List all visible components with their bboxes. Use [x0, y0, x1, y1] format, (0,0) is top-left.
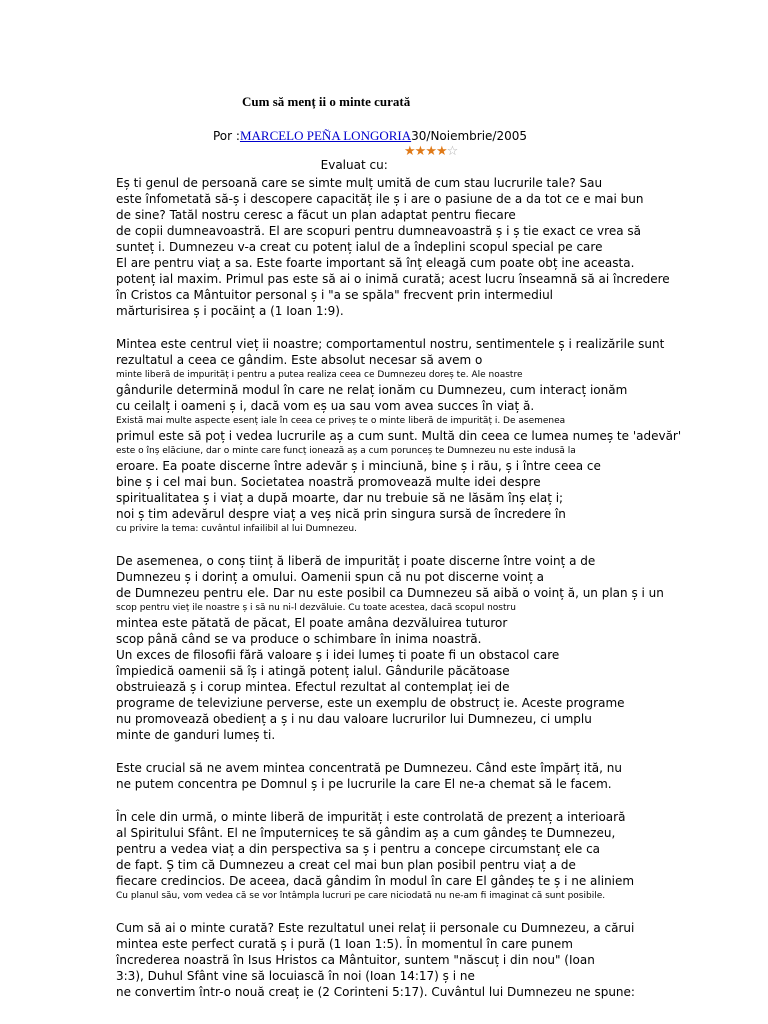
text-line: Mintea este centrul vieț ii noastre; comportamentul nostru, sentimentele ș i realizările sunt — [116, 337, 665, 351]
text-line: primul este să poț i vedea lucrurile aș a cum sunt. Multă din ceea ce lumea numeș te 'adevăr' — [116, 429, 682, 443]
publish-date: 30/Noiembrie/2005 — [411, 129, 528, 143]
text-line: scop până când se va produce o schimbare în inima noastră. — [116, 632, 482, 646]
text-line: este o înș elăciune, dar o minte care funcț ionează aș a cum porunceș te Dumnezeu nu este indusă la — [116, 446, 576, 456]
text-line: Există mai multe aspecte esenț iale în ceea ce priveș te o minte liberă de impurităț i. De asemenea — [116, 416, 566, 426]
text-line: rezultatul a ceea ce gândim. Este absolut necesar să avem o — [116, 353, 483, 367]
text-line: de Dumnezeu pentru ele. Dar nu este posibil ca Dumnezeu să aibă o voinț ă, un plan ș i un — [116, 586, 664, 600]
text-line: de sine? Tatăl nostru ceresc a făcut un plan adaptat pentru fiecare — [116, 208, 516, 222]
paragraph — [116, 920, 756, 1000]
text-line: El are pentru viaț a sa. Este foarte important să înț eleagă cum poate obț ine aceasta. — [116, 256, 635, 270]
text-line: gândurile determină modul în care ne relaț ionăm cu Dumnezeu, cum interacț ionăm — [116, 383, 628, 397]
text-line: ne putem concentra pe Domnul ș i pe lucrurile la care El ne-a chemat să le facem. — [116, 777, 612, 791]
rating-label: Evaluat cu: — [320, 158, 388, 172]
text-line: eroare. Ea poate discerne între adevăr ș i minciună, bine ș i rău, ș i între ceea ce — [116, 459, 601, 473]
text-line: programe de televiziune perverse, este un exemplu de obstrucț ie. Aceste programe — [116, 696, 625, 710]
text-line: pentru a vedea viaț a din perspectiva sa ș i pentru a concepe circumstanț ele ca — [116, 842, 601, 856]
text-line: scop pentru vieț ile noastre ș i să nu ni-l dezvăluie. Cu toate acestea, dacă scopul nostru — [116, 603, 516, 613]
byline-prefix: Por : — [213, 129, 240, 143]
text-line: împiedică oamenii să îș i atingă potenț ialul. Gândurile păcătoase — [116, 664, 510, 678]
rating-stars — [404, 144, 457, 159]
text-line: al Spiritului Sfânt. El ne împuterniceș te să gândim aș a cum gândeș te Dumnezeu, — [116, 826, 616, 840]
text-line: nu promovează obedienț a ș i nu dau valoare lucrurilor lui Dumnezeu, ci umplu — [116, 712, 592, 726]
text-line: Eș ti genul de persoană care se simte mulț umită de cum stau lucrurile tale? Sau — [116, 176, 603, 190]
paragraph — [116, 809, 756, 903]
star-filled-icon: ★ — [404, 144, 415, 159]
text-line: ne convertim într-o nouă creaț ie (2 Corinteni 5:17). Cuvântul lui Dumnezeu ne spune: — [116, 985, 635, 999]
text-line: minte de ganduri lumeș ti. — [116, 728, 276, 742]
text-line: cu ceilalț i oameni ș i, dacă vom eș ua sau vom avea succes în viaț ă. — [116, 399, 535, 413]
text-line: de copii dumneavoastră. El are scopuri pentru dumneavoastră ș i ș tie exact ce vrea să — [116, 224, 641, 238]
text-line: noi ș tim adevărul despre viaț a veș nică prin singura sursă de încredere în — [116, 507, 566, 521]
text-line: încrederea noastră în Isus Hristos ca Mântuitor, suntem "născuț i din nou" (Ioan — [116, 953, 595, 967]
star-filled-icon: ★ — [414, 144, 426, 159]
text-line: cu privire la tema: cuvântul infailibil al lui Dumnezeu. — [116, 524, 357, 534]
text-line: Cu planul său, vom vedea că se vor întâmpla lucruri pe care niciodată nu ne-am fi imaginat că sunt posibile. — [116, 891, 606, 901]
text-line: Este crucial să ne avem mintea concentrată pe Dumnezeu. Când este împărț ită, nu — [116, 761, 622, 775]
star-empty-icon: ☆ — [446, 144, 458, 159]
text-line: de fapt. Ș tim că Dumnezeu a creat cel mai bun plan posibil pentru viaț a de — [116, 858, 576, 872]
text-line: Dumnezeu ș i dorinț a omului. Oamenii spun că nu pot discerne voinț a — [116, 570, 544, 584]
star-filled-icon: ★ — [425, 144, 436, 159]
author-link[interactable]: MARCELO PEÑA LONGORIA — [239, 128, 412, 143]
text-line: minte liberă de impurităț i pentru a putea realiza ceea ce Dumnezeu doreș te. Ale noastre — [116, 370, 523, 380]
byline — [213, 128, 527, 144]
article-title: Cum să menț ii o minte curată — [242, 94, 411, 109]
text-line: bine ș i cel mai bun. Societatea noastră promovează multe idei despre — [116, 475, 541, 489]
text-line: Un exces de filosofii fără valoare ș i idei lumeș ti poate fi un obstacol care — [116, 648, 560, 662]
text-line: în Cristos ca Mântuitor personal ș i "a se spăla" frecvent prin intermediul — [116, 288, 554, 302]
paragraph — [116, 553, 756, 743]
paragraph — [116, 175, 756, 319]
text-line: mintea este perfect curată ș i pură (1 Ioan 1:5). În momentul în care punem — [116, 937, 573, 951]
article-body — [116, 175, 756, 1017]
star-filled-icon: ★ — [435, 144, 447, 159]
text-line: 3:3), Duhul Sfânt vine să locuiască în noi (Ioan 14:17) ș i ne — [116, 969, 475, 983]
text-line: spiritualitatea ș i viaț a după moarte, dar nu trebuie să ne lăsăm înș elaț i; — [116, 491, 564, 505]
text-line: În cele din urmă, o minte liberă de impurităț i este controlată de prezenț a interioară — [116, 810, 626, 824]
text-line: este înfometată să-ș i descopere capacităț ile ș i are o pasiune de a da tot ce e mai bun — [116, 192, 644, 206]
text-line: fiecare credincios. De aceea, dacă gândim în modul în care El gândeș te ș i ne aliniem — [116, 874, 635, 888]
text-line: mintea este pătată de păcat, El poate amâna dezvăluirea tuturor — [116, 616, 508, 630]
text-line: mărturisirea ș i pocăinț a (1 Ioan 1:9). — [116, 304, 344, 318]
text-line: De asemenea, o conș tiinț ă liberă de impurităț i poate discerne între voinț a de — [116, 554, 596, 568]
paragraph — [116, 760, 756, 792]
text-line: Cum să ai o minte curată? Este rezultatul unei relaț ii personale cu Dumnezeu, a cărui — [116, 921, 635, 935]
paragraph — [116, 336, 756, 536]
text-line: obstruiează ș i corup mintea. Efectul rezultat al contemplaț iei de — [116, 680, 510, 694]
text-line: potenț ial maxim. Primul pas este să ai o inimă curată; acest lucru înseamnă să ai încredere — [116, 272, 670, 286]
text-line: sunteț i. Dumnezeu v-a creat cu potenț ialul de a îndeplini scopul special pe care — [116, 240, 603, 254]
